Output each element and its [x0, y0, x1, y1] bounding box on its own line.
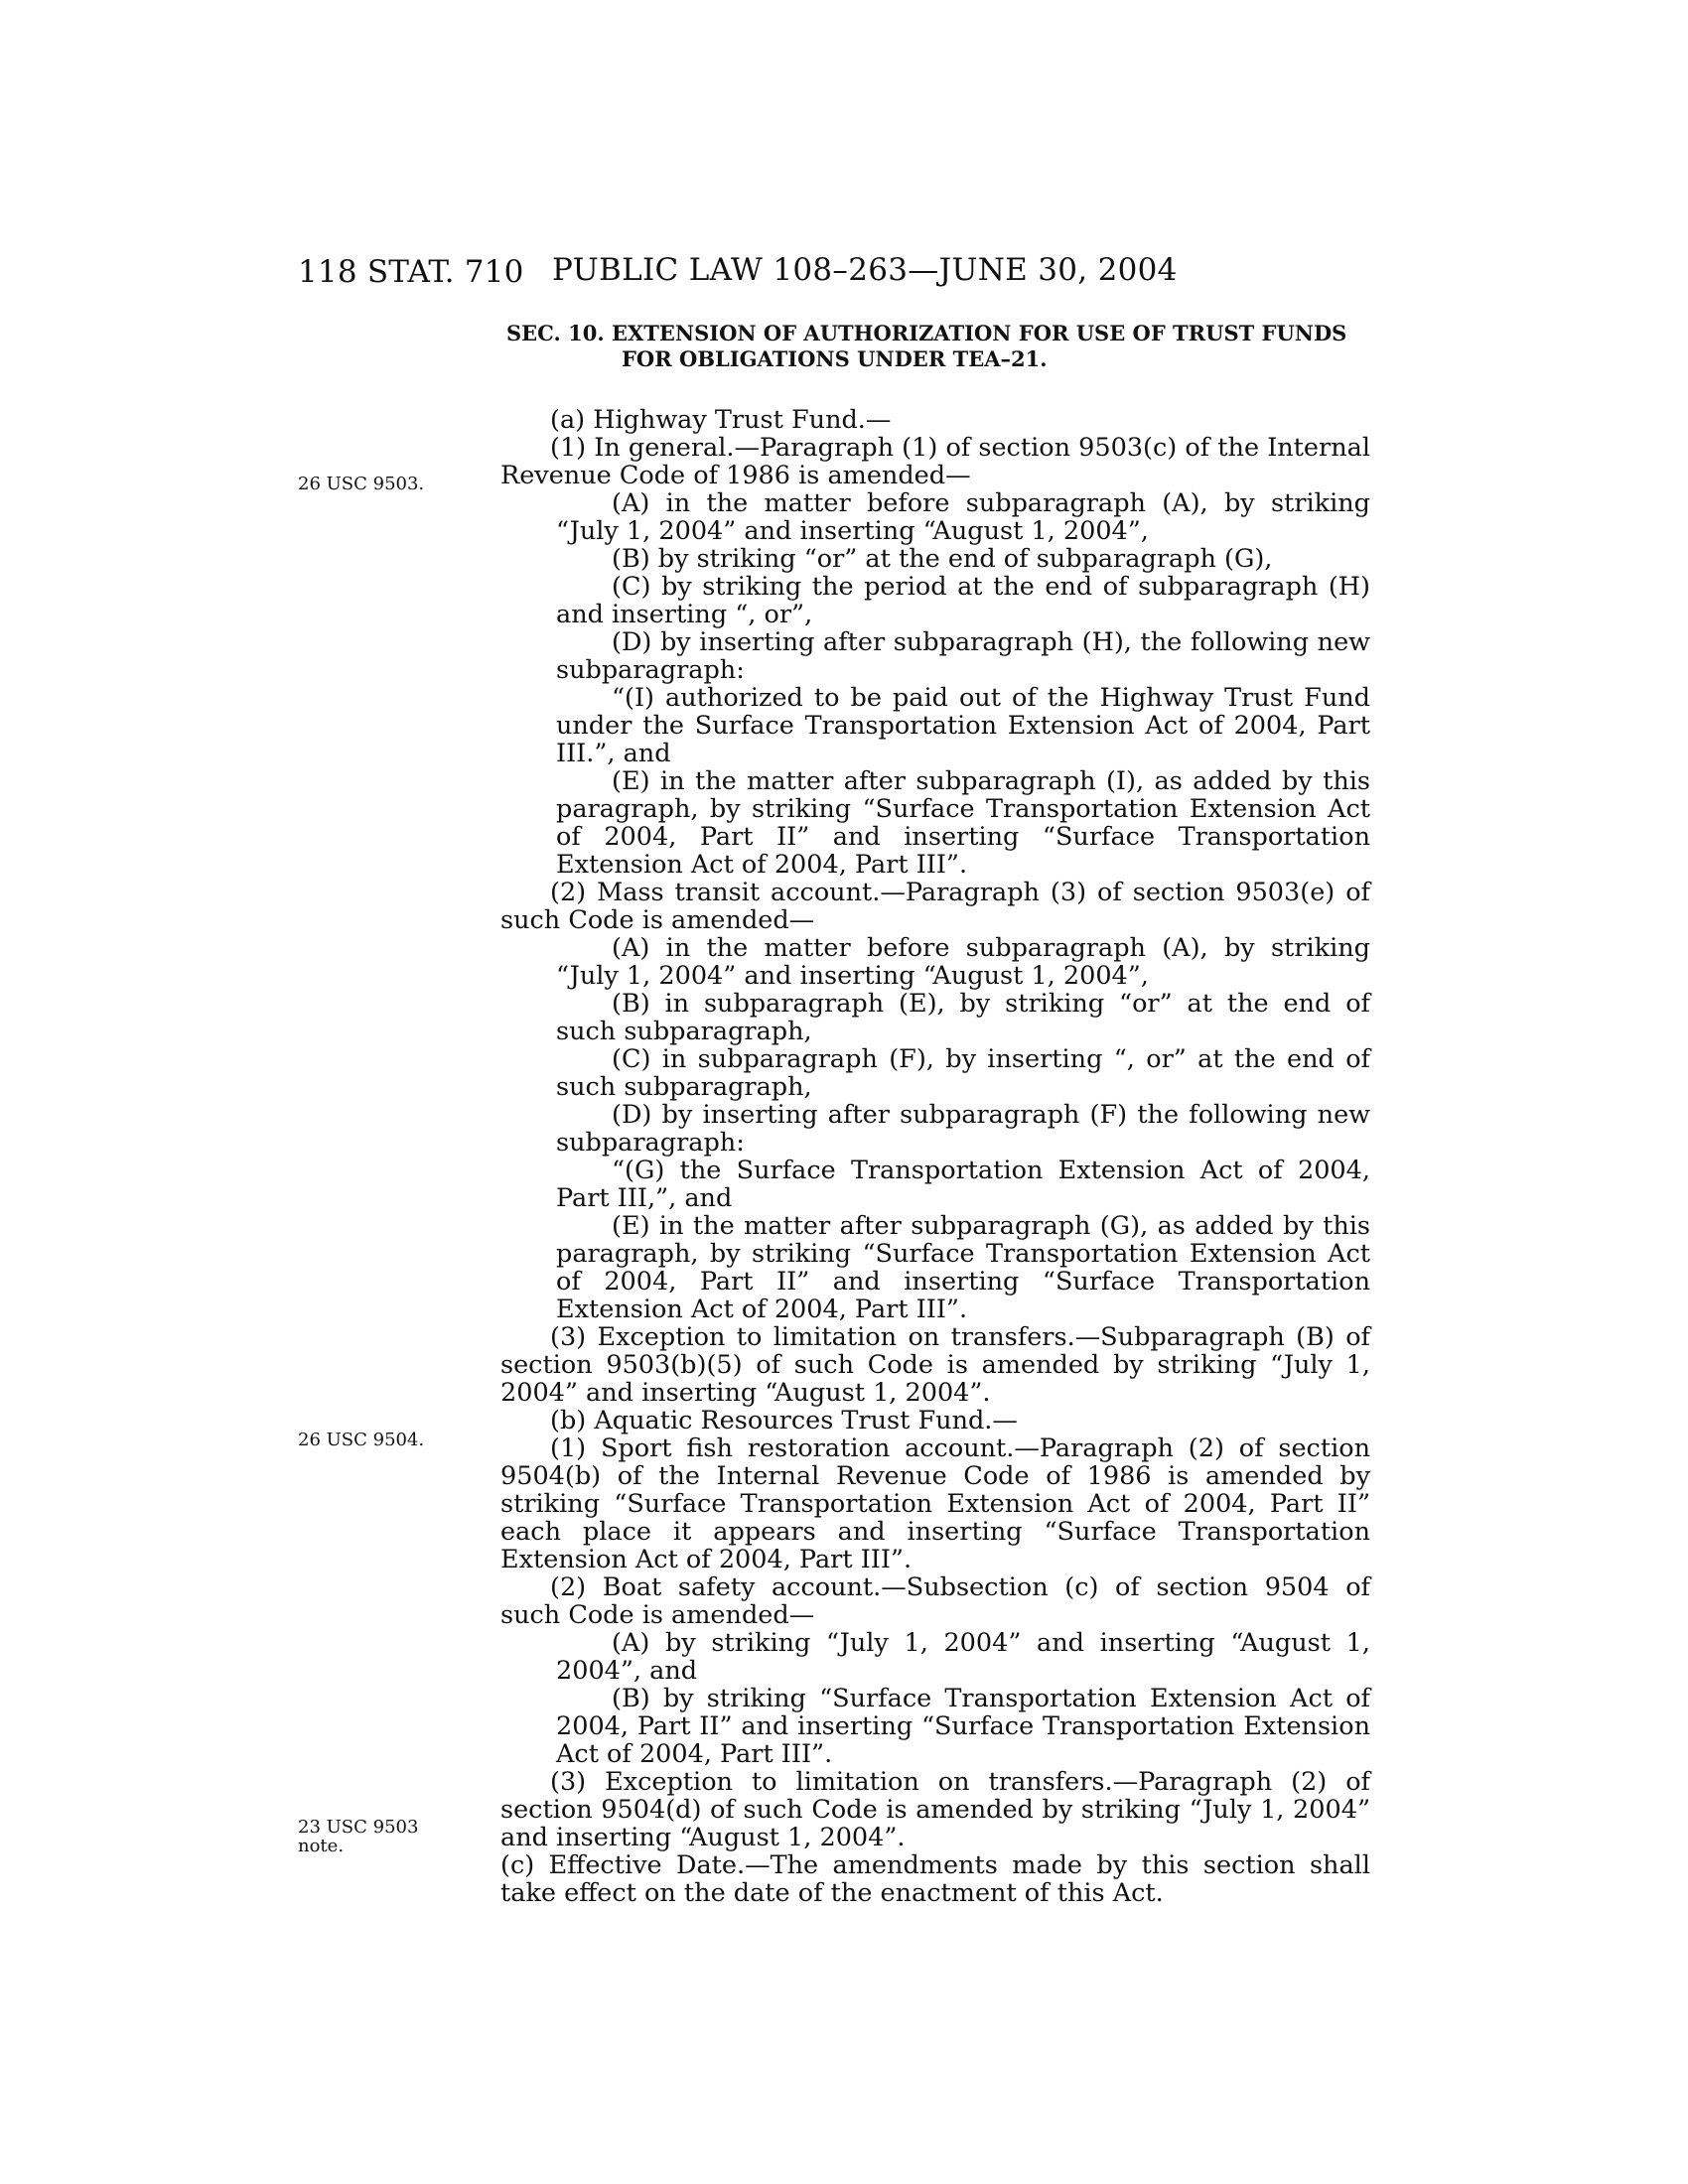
subsection-c-text: (c) Effective Date.—The amendments made by this section shall take effect on the date of the enactment of this Act.	[500, 1850, 1370, 1908]
subparagraph-a-2-B: (B) in subparagraph (E), by striking “or” at the end of such subparagraph,	[556, 989, 1370, 1046]
margin-note-line-2: note.	[298, 1836, 345, 1856]
subsection-a-heading: (a) Highway Trust Fund.—	[550, 405, 892, 435]
subparagraph-a-2-E: (E) in the matter after subparagraph (G), as added by this paragraph, by striking “Surface Transportation Extension Act of 2004, Part II” and inserting “Surface Transportation Extension Act of 2004, Part III”.	[556, 1211, 1370, 1324]
section-heading-line-2: FOR OBLIGATIONS UNDER TEA–21.	[622, 346, 1048, 371]
subparagraph-a-1-E: (E) in the matter after subparagraph (I), as added by this paragraph, by striking “Surface Transportation Extension Act of 2004, Part II” and inserting “Surface Transportation Extension Act of 2004, Part III”.	[556, 766, 1370, 880]
section-heading	[506, 321, 1370, 372]
subparagraph-b-2-A: (A) by striking “July 1, 2004” and inserting “August 1, 2004”, and	[556, 1628, 1370, 1686]
margin-note-26-usc-9504: 26 USC 9504.	[298, 1430, 425, 1450]
subparagraph-a-1-D: (D) by inserting after subparagraph (H), the following new subparagraph:	[556, 627, 1370, 685]
running-header-title: PUBLIC LAW 108–263—JUNE 30, 2004	[552, 252, 1178, 288]
quoted-subparagraph-I: “(I) authorized to be paid out of the Highway Trust Fund under the Surface Transportation Extension Act of 2004, Part III.”, and	[556, 683, 1370, 768]
margin-note-line-1: 23 USC 9503	[298, 1817, 419, 1838]
subparagraph-a-1-B: (B) by striking “or” at the end of subparagraph (G),	[612, 544, 1273, 574]
page-reference: 118 STAT. 710	[298, 254, 524, 290]
subparagraph-a-2-A: (A) in the matter before subparagraph (A), by striking “July 1, 2004” and inserting “August 1, 2004”,	[556, 933, 1370, 991]
quoted-subparagraph-G: “(G) the Surface Transportation Extension Act of 2004, Part III,”, and	[556, 1156, 1370, 1213]
subsection-c-effective-date	[451, 1851, 1370, 1907]
section-body	[500, 406, 1370, 1907]
margin-note-26-usc-9503: 26 USC 9503.	[298, 474, 425, 494]
subparagraph-b-2-B: (B) by striking “Surface Transportation Extension Act of 2004, Part II” and inserting “Surface Transportation Extension Act of 2004, Part III”.	[556, 1684, 1370, 1769]
section-heading-line-1: SEC. 10. EXTENSION OF AUTHORIZATION FOR USE OF TRUST FUNDS	[506, 321, 1347, 345]
margin-note-23-usc-9503-note	[298, 1818, 418, 1855]
subparagraph-a-1-C: (C) by striking the period at the end of subparagraph (H) and inserting “, or”,	[556, 572, 1370, 629]
subparagraph-a-1-A: (A) in the matter before subparagraph (A), by striking “July 1, 2004” and inserting “August 1, 2004”,	[556, 488, 1370, 546]
subparagraph-a-2-D: (D) by inserting after subparagraph (F) the following new subparagraph:	[556, 1100, 1370, 1158]
paragraph-b-2: (2) Boat safety account.—Subsection (c) of section 9504 of such Code is amended—	[500, 1572, 1370, 1630]
paragraph-b-1: (1) Sport fish restoration account.—Paragraph (2) of section 9504(b) of the Internal Revenue Code of 1986 is amended by striking “Surface Transportation Extension Act of 2004, Part II” each place it appears and inserting “Surface Transportation Extension Act of 2004, Part III”.	[500, 1433, 1370, 1574]
subsection-b-heading: (b) Aquatic Resources Trust Fund.—	[550, 1406, 1018, 1435]
paragraph-a-1: (1) In general.—Paragraph (1) of section 9503(c) of the Internal Revenue Code of 1986 is amended—	[500, 433, 1370, 490]
paragraph-a-3: (3) Exception to limitation on transfers.—Subparagraph (B) of section 9503(b)(5) of such Code is amended by striking “July 1, 2004” and inserting “August 1, 2004”.	[500, 1322, 1370, 1408]
paragraph-a-2: (2) Mass transit account.—Paragraph (3) of section 9503(e) of such Code is amended—	[500, 878, 1370, 935]
subparagraph-a-2-C: (C) in subparagraph (F), by inserting “, or” at the end of such subparagraph,	[556, 1044, 1370, 1102]
paragraph-b-3: (3) Exception to limitation on transfers.—Paragraph (2) of section 9504(d) of such Code is amended by striking “July 1, 2004” and inserting “August 1, 2004”.	[500, 1767, 1370, 1852]
